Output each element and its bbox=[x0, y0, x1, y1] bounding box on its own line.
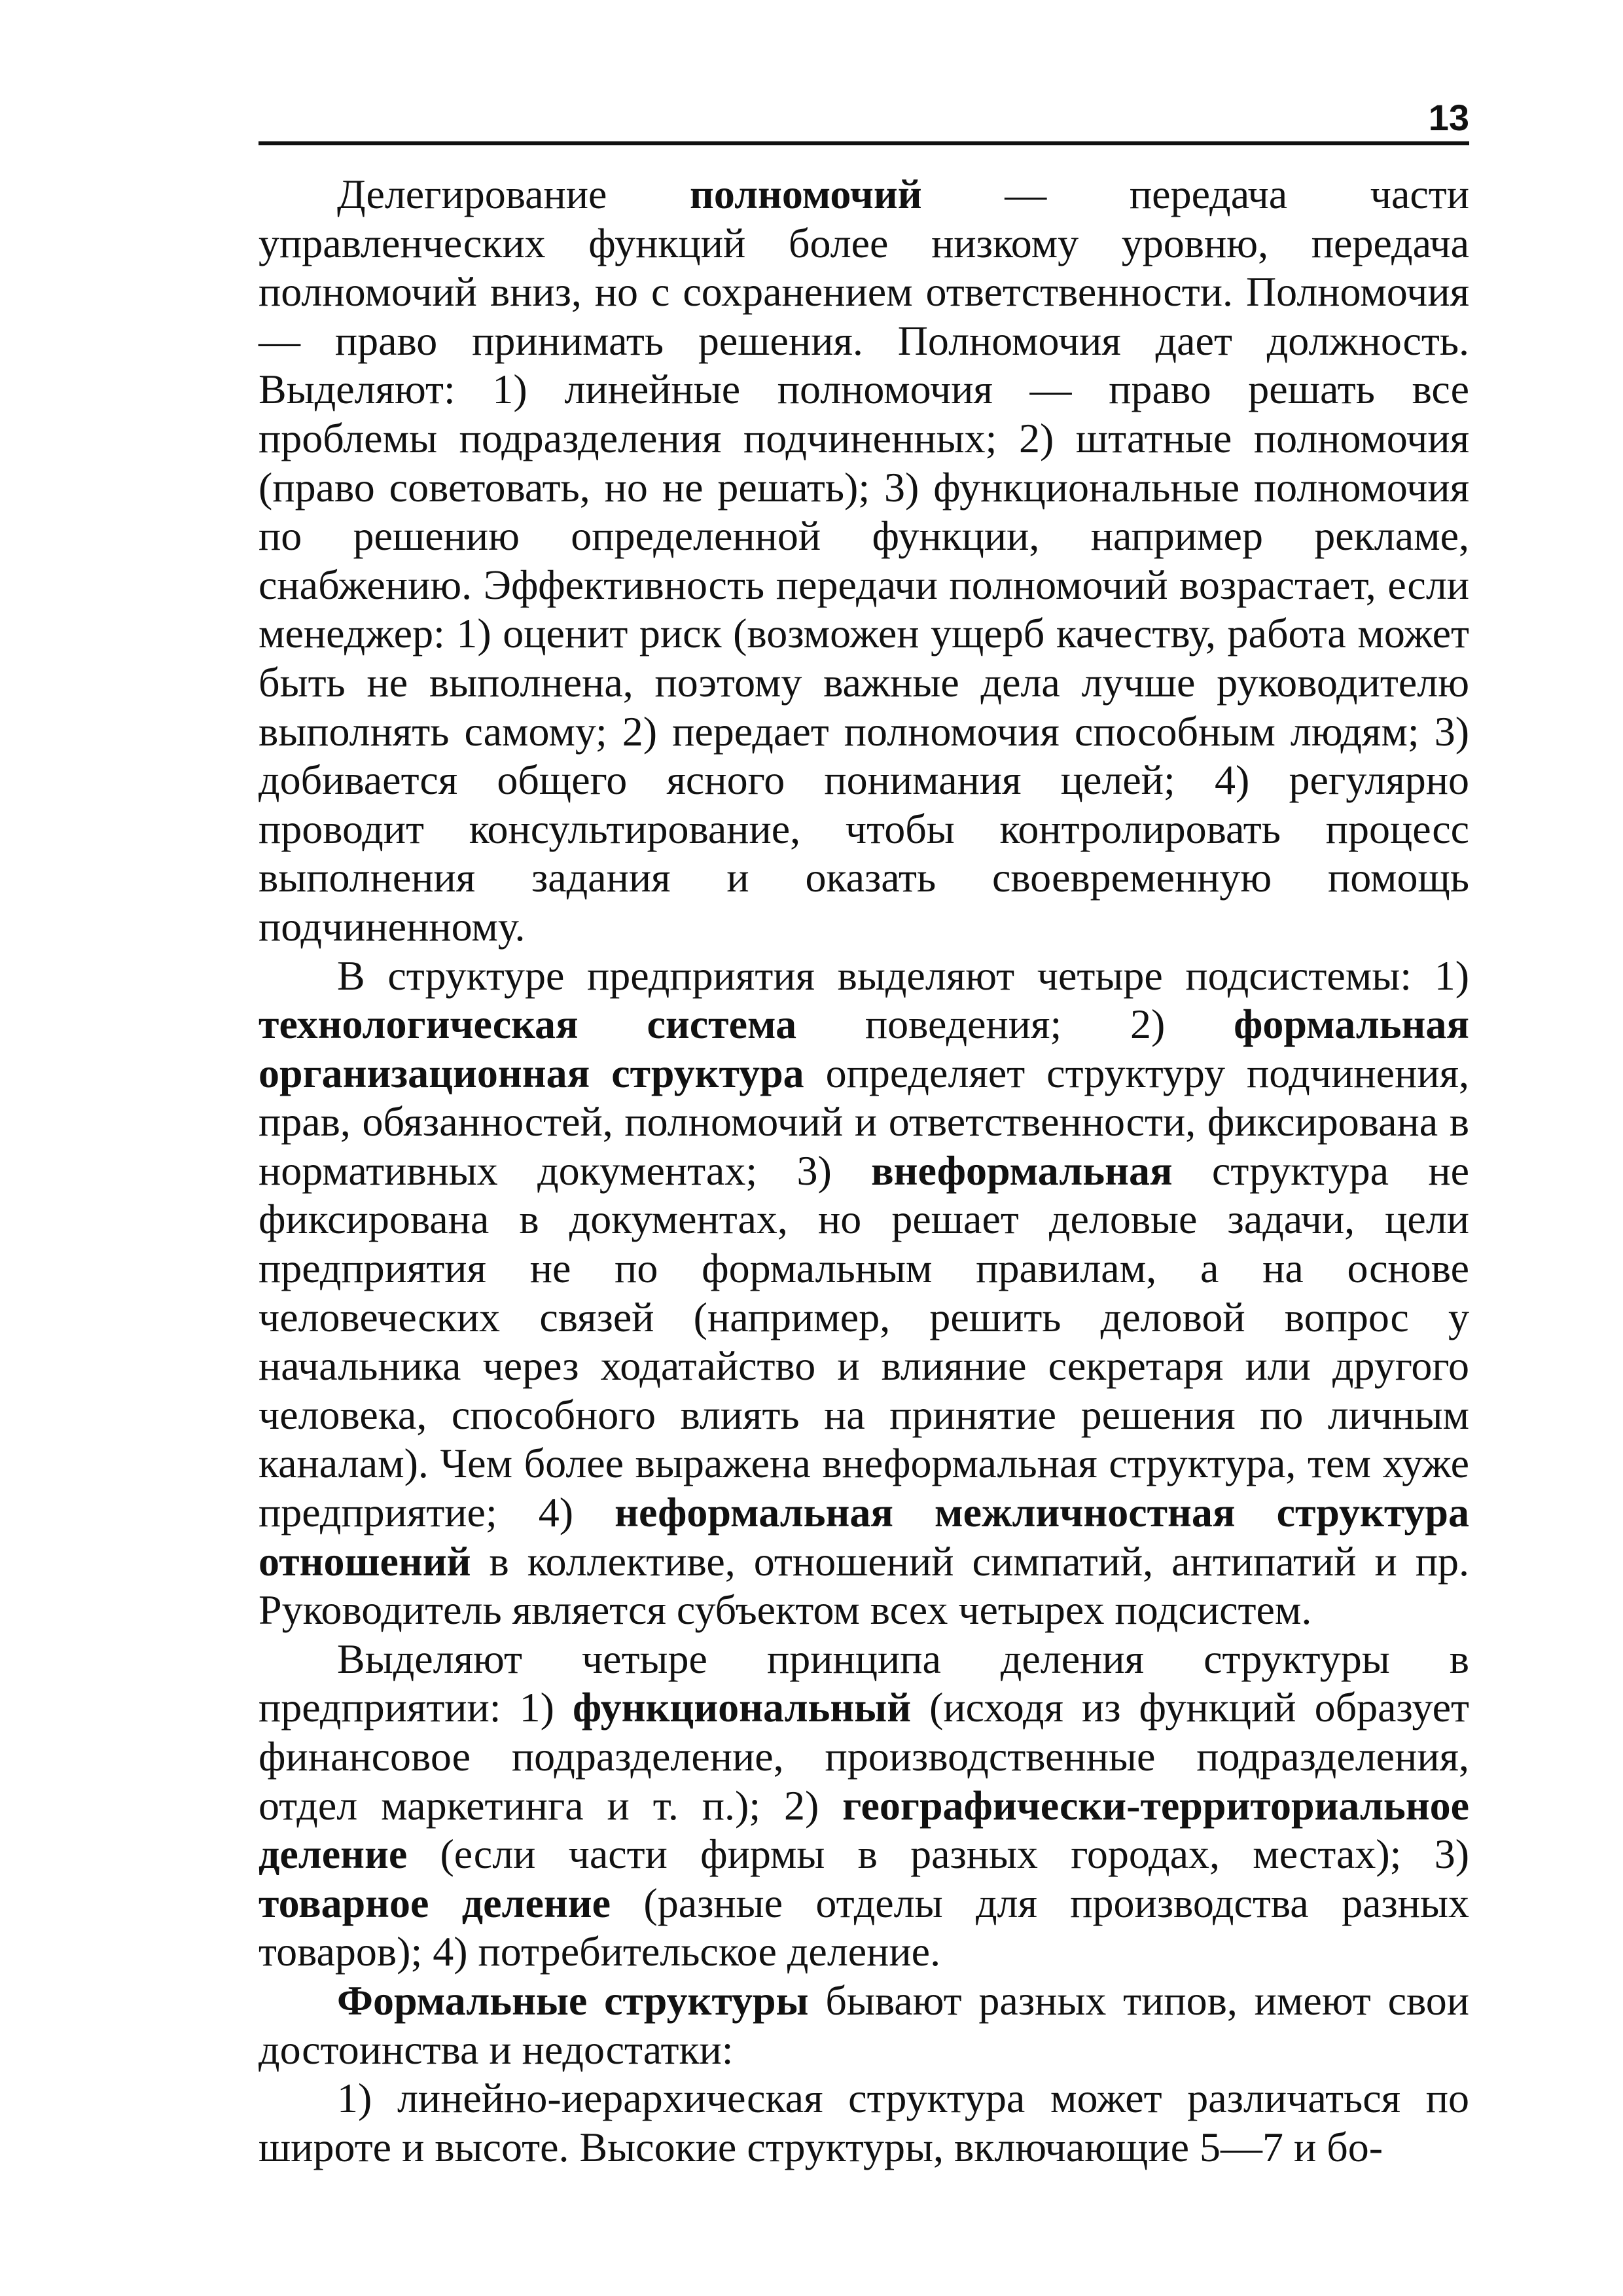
text-run: структура не фиксирована в документах, но решает деловые задачи, цели предприятия не по формальным правилам, а на основе человеческих связей (например, решить деловой вопрос у начальника через ходатайство и влияние секретаря или другого человека, способного влиять на принятие решения по личным каналам). Чем более выражена внеформальная структура, тем хуже предприятие; 4) bbox=[259, 1147, 1470, 1536]
text-run: бывают разных типов, имеют свои достоинства и недостатки: bbox=[259, 1977, 1470, 2073]
bold-term: неформальная межличностная структура отношений bbox=[259, 1489, 1469, 1585]
bold-term: полномочий bbox=[690, 171, 922, 217]
paragraph bbox=[259, 1635, 1469, 1977]
page bbox=[259, 85, 1469, 2172]
bold-term: товарное деление bbox=[259, 1879, 611, 1926]
text-run: (если части фирмы в разных городах, местах); 3) bbox=[407, 1831, 1469, 1878]
paragraph bbox=[259, 170, 1469, 952]
page-header bbox=[259, 85, 1469, 145]
text-run: в коллективе, отношений симпатий, антипатий и пр. Руководитель является субъектом всех четырех подсистем. bbox=[259, 1537, 1469, 1634]
text-run: В структуре предприятия выделяют четыре подсистемы: 1) bbox=[337, 952, 1469, 999]
page-number: 13 bbox=[1428, 97, 1469, 138]
text-run: (исходя из функций образует финансовое подразделение, производственные подразделения, отдел маркетинга и т. п.); 2) bbox=[259, 1684, 1470, 1829]
bold-term: технологическая система bbox=[259, 1001, 797, 1048]
paragraph bbox=[259, 952, 1469, 1635]
text-run: 1) линейно-иерархическая структура может различаться по широте и высоте. Высокие структуры, включающие 5—7 и бо- bbox=[259, 2075, 1469, 2170]
bold-term: функциональный bbox=[572, 1684, 912, 1731]
bold-term: Формальные структуры bbox=[337, 1977, 809, 2024]
text-run: (разные отделы для производства разных товаров); 4) потребительское деление. bbox=[259, 1879, 1469, 1975]
body-text bbox=[259, 170, 1469, 2172]
bold-term: внеформальная bbox=[871, 1147, 1173, 1194]
text-run: Выделяют четыре принципа деления структуры в предприятии: 1) bbox=[259, 1635, 1469, 1731]
bold-term: географически-территориальное деление bbox=[259, 1782, 1469, 1878]
text-run: определяет структуру подчинения, прав, обязанностей, полномочий и ответственности, фиксирована в нормативных документах; 3) bbox=[259, 1049, 1469, 1194]
bold-term: формальная организационная структура bbox=[259, 1001, 1469, 1096]
text-run: — передача части управленческих функций более низкому уровню, передача полномочий вниз, но с сохранением ответственности. Полномочия — право принимать решения. Полномочия дает должность. Выделяют: 1) линейные полномочия — право решать все проблемы подразделения подчиненных; 2) штатные полномочия (право советовать, но не решать); 3) функциональные полномочия по решению определенной функции, например рекламе, снабжению. Эффективность передачи полномочий возрастает, если менеджер: 1) оценит риск (возможен ущерб качеству, работа может быть не выполнена, поэтому важные дела лучше руководителю выполнять самому; 2) передает полномочия способным людям; 3) добивается общего ясного понимания целей; 4) регулярно проводит консультирование, чтобы контролировать процесс выполнения задания и оказать своевременную помощь подчиненному. bbox=[259, 171, 1470, 950]
paragraph bbox=[259, 2074, 1469, 2172]
paragraph bbox=[259, 1977, 1469, 2074]
text-run: поведения; 2) bbox=[796, 1001, 1234, 1048]
text-run: Делегирование bbox=[337, 171, 690, 217]
